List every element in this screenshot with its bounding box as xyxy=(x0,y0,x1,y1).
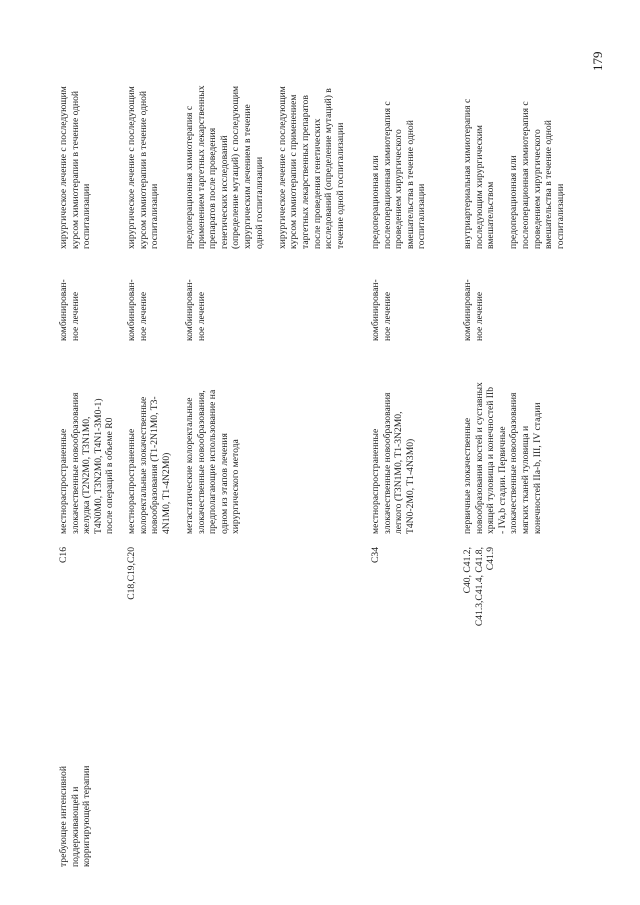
row-4-treatment: комбинирован- ное лечение xyxy=(370,279,393,341)
row-2-code: C18,C19,C20 xyxy=(126,547,137,600)
row-3-method: предоперационная химиотерапия с применением таргетных лекарственных препаратов после проведения генетических исследований (определение мутаций) с последующим хирургическим лечением в течение одной госпитализации хирургическое лечение с последующим курсом химиотерапии с применением таргетных лекарственных препаратов после проведения генетических исследований (определение мутаций) в течение одной госпитализации xyxy=(184,85,346,249)
row-1-treatment: комбинирован- ное лечение xyxy=(58,279,81,341)
row-3-treatment: комбинирован- ное лечение xyxy=(184,279,207,341)
category-header-cell: требующее интенсивной поддерживающей и корригирующей терапии xyxy=(58,765,93,867)
row-5-code: C40, C41.2, C41.3,C41.4, C41.8, C41.9 xyxy=(462,547,497,627)
row-5-description: первичные злокачественные новообразования костей и суставных хрящей туловища и конечностей IIb - IVa,b стадии. Первичные злокачественные новообразования мягких тканей туловища и конечностей IIa-b, III, IV стадии xyxy=(462,382,543,534)
row-2-description: местнораспространенные колоректальные злокачественные новообразования (T1-2N1M0, T3- 4N1M0, T1-4N2M0) xyxy=(126,396,172,534)
page-number: 179 xyxy=(590,51,605,71)
row-4-code: C34 xyxy=(370,547,381,563)
row-5-method: внутриартериальная химиотерапия с последующим хирургическим вмешательством предоперационная или послеоперационная химиотерапия с проведением хирургического вмешательства в течение одной госпитализации xyxy=(462,98,566,249)
row-4-description: местнораспространенные злокачественные новообразования легкого (T3N1M0, T1-3N2M0, T4N0-2M0, T1-4N3M0) xyxy=(370,392,416,534)
row-1-method: хирургическое лечение с последующим курсом химиотерапии в течение одной госпитализации xyxy=(58,86,93,249)
row-1-code: C16 xyxy=(58,547,69,563)
row-3-description: метастатические колоректальные злокачественные новообразования, предполагающие использование на одном из этапов лечения хирургического метода xyxy=(184,389,242,534)
row-5-treatment: комбинирован- ное лечение xyxy=(462,279,485,341)
row-2-method: хирургическое лечение с последующим курсом химиотерапии в течение одной госпитализации xyxy=(126,86,161,249)
row-2-treatment: комбинирован- ное лечение xyxy=(126,279,149,341)
row-4-method: предоперационная или послеоперационная химиотерапия с проведением хирургического вмешательства в течение одной госпитализации xyxy=(370,101,428,249)
row-1-description: местнораспространенные злокачественные новообразования желудка (T2N2M0, T3N1M0, T4N0M0, T3N2M0, T4N1-3M0-1) после операций в объеме R0 xyxy=(58,392,116,534)
